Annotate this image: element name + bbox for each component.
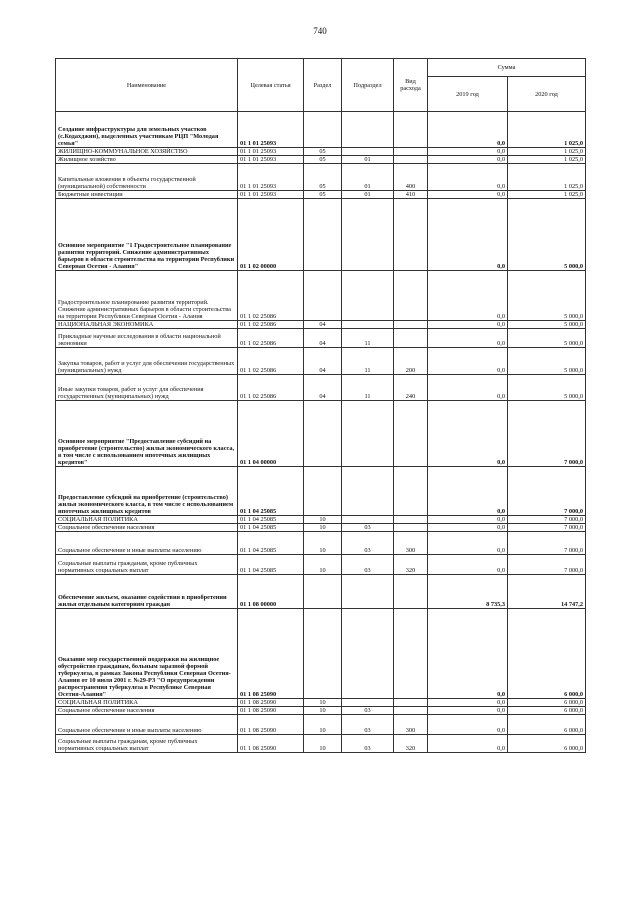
row-name: Иные закупки товаров, работ и услуг для обеспечения государственных (муниципальных) нужд: [56, 375, 238, 401]
row-section: 04: [304, 375, 342, 401]
row-target: 01 1 08 25090: [238, 715, 304, 735]
table-row: [56, 699, 586, 707]
row-amount-2019: 0,0: [428, 191, 508, 199]
row-expense-type: [394, 467, 428, 516]
table-row: [56, 156, 586, 164]
row-amount-2019: 0,0: [428, 199, 508, 271]
row-amount-2019: 0,0: [428, 467, 508, 516]
row-amount-2020: 1 025,0: [508, 112, 586, 148]
row-amount-2020: 1 025,0: [508, 148, 586, 156]
table-row: [56, 467, 586, 516]
row-name: Градостроительное планирование развития территорий. Снижение административных барьеров в области строительства на территории Республики Северная Осетия - Алания: [56, 271, 238, 321]
row-section: [304, 467, 342, 516]
row-amount-2019: 8 735,3: [428, 575, 508, 609]
header-2020: 2020 год: [508, 77, 586, 112]
row-target: 01 1 02 25086: [238, 375, 304, 401]
row-name: Социальное обеспечение населения: [56, 524, 238, 532]
row-expense-type: [394, 401, 428, 467]
row-amount-2020: 7 000,0: [508, 524, 586, 532]
row-section: 05: [304, 164, 342, 191]
row-name: НАЦИОНАЛЬНАЯ ЭКОНОМИКА: [56, 321, 238, 329]
header-target: Целевая статья: [238, 59, 304, 112]
row-amount-2020: 7 000,0: [508, 401, 586, 467]
row-subsection: 03: [342, 735, 394, 753]
table-row: [56, 555, 586, 575]
row-subsection: [342, 321, 394, 329]
row-amount-2019: 0,0: [428, 375, 508, 401]
row-subsection: [342, 575, 394, 609]
row-amount-2020: 6 000,0: [508, 715, 586, 735]
row-target: 01 1 08 25090: [238, 699, 304, 707]
row-amount-2019: 0,0: [428, 401, 508, 467]
row-amount-2020: 5 000,0: [508, 348, 586, 375]
row-section: 05: [304, 148, 342, 156]
row-section: 10: [304, 532, 342, 555]
row-section: 05: [304, 191, 342, 199]
row-amount-2019: 0,0: [428, 532, 508, 555]
row-section: 10: [304, 715, 342, 735]
row-name: Создание инфраструктуры для земельных участков (с.Кодахджин), выделенных участникам РЦП "Молодая семья": [56, 112, 238, 148]
row-amount-2020: 1 025,0: [508, 156, 586, 164]
row-name: ЖИЛИЩНО-КОММУНАЛЬНОЕ ХОЗЯЙСТВО: [56, 148, 238, 156]
table-row: [56, 401, 586, 467]
row-amount-2020: 5 000,0: [508, 199, 586, 271]
table-row: [56, 575, 586, 609]
row-expense-type: 400: [394, 164, 428, 191]
row-subsection: [342, 609, 394, 699]
row-name: Прикладные научные исследования в области национальной экономики: [56, 329, 238, 348]
row-section: 05: [304, 156, 342, 164]
row-subsection: 03: [342, 532, 394, 555]
row-amount-2019: 0,0: [428, 156, 508, 164]
table-row: [56, 348, 586, 375]
row-section: 10: [304, 555, 342, 575]
row-expense-type: 240: [394, 375, 428, 401]
row-name: Предоставление субсидий на приобретение (строительство) жилья экономического класса, в том числе с использованием ипотечных жилищных кредитов: [56, 467, 238, 516]
row-target: 01 1 01 25093: [238, 156, 304, 164]
row-amount-2020: 7 000,0: [508, 516, 586, 524]
row-amount-2019: 0,0: [428, 699, 508, 707]
row-name: Закупка товаров, работ и услуг для обеспечения государственных (муниципальных) нужд: [56, 348, 238, 375]
row-target: 01 1 02 25086: [238, 321, 304, 329]
row-amount-2020: 7 000,0: [508, 532, 586, 555]
budget-table: [55, 58, 586, 753]
row-subsection: 01: [342, 191, 394, 199]
header-name: Наименование: [56, 59, 238, 112]
row-expense-type: [394, 199, 428, 271]
row-amount-2020: 6 000,0: [508, 699, 586, 707]
row-subsection: [342, 467, 394, 516]
header-sum: Сумма: [428, 59, 586, 77]
row-amount-2020: 5 000,0: [508, 329, 586, 348]
row-target: 01 1 01 25093: [238, 148, 304, 156]
table-row: [56, 112, 586, 148]
table-row: [56, 516, 586, 524]
row-subsection: 11: [342, 348, 394, 375]
row-section: 10: [304, 699, 342, 707]
row-expense-type: [394, 156, 428, 164]
row-amount-2020: 1 025,0: [508, 164, 586, 191]
row-target: 01 1 02 00000: [238, 199, 304, 271]
row-expense-type: 320: [394, 735, 428, 753]
row-subsection: 03: [342, 707, 394, 715]
row-target: 01 1 02 25086: [238, 348, 304, 375]
row-name: Социальные выплаты гражданам, кроме публичных нормативных социальных выплат: [56, 555, 238, 575]
row-target: 01 1 01 25093: [238, 112, 304, 148]
row-target: 01 1 04 25085: [238, 516, 304, 524]
row-target: 01 1 08 25090: [238, 609, 304, 699]
row-target: 01 1 04 25085: [238, 555, 304, 575]
row-amount-2019: 0,0: [428, 707, 508, 715]
table-row: [56, 707, 586, 715]
row-expense-type: 300: [394, 715, 428, 735]
page-number: 740: [313, 26, 327, 36]
row-name: Основное мероприятие "Предоставление субсидий на приобретение (строительство) жилья экономического класса, в том числе с использованием ипотечных жилищных кредитов": [56, 401, 238, 467]
row-subsection: [342, 148, 394, 156]
row-amount-2020: 5 000,0: [508, 271, 586, 321]
row-subsection: 11: [342, 375, 394, 401]
row-amount-2019: 0,0: [428, 112, 508, 148]
row-amount-2019: 0,0: [428, 609, 508, 699]
row-expense-type: [394, 329, 428, 348]
row-section: 10: [304, 524, 342, 532]
row-target: 01 1 08 25090: [238, 707, 304, 715]
row-target: 01 1 04 25085: [238, 467, 304, 516]
row-target: 01 1 08 25090: [238, 735, 304, 753]
row-subsection: 03: [342, 524, 394, 532]
row-expense-type: [394, 516, 428, 524]
header-expense-type: Вид расхода: [394, 59, 428, 112]
row-amount-2019: 0,0: [428, 329, 508, 348]
table-row: [56, 148, 586, 156]
row-amount-2019: 0,0: [428, 735, 508, 753]
row-target: 01 1 04 25085: [238, 532, 304, 555]
header-section: Раздел: [304, 59, 342, 112]
table-row: [56, 524, 586, 532]
table-row: [56, 375, 586, 401]
row-target: 01 1 08 00000: [238, 575, 304, 609]
row-expense-type: [394, 524, 428, 532]
row-name: СОЦИАЛЬНАЯ ПОЛИТИКА: [56, 516, 238, 524]
row-name: Бюджетные инвестиции: [56, 191, 238, 199]
row-amount-2019: 0,0: [428, 271, 508, 321]
row-name: Основное мероприятие "1 Градостроительное планирование развития территорий. Снижение административных барьеров в области строительства на территории Республики Северная Осетия - Алания": [56, 199, 238, 271]
row-name: СОЦИАЛЬНАЯ ПОЛИТИКА: [56, 699, 238, 707]
row-amount-2020: 14 747,2: [508, 575, 586, 609]
table-row: [56, 609, 586, 699]
row-target: 01 1 01 25093: [238, 191, 304, 199]
row-section: 04: [304, 348, 342, 375]
row-subsection: [342, 112, 394, 148]
table-row: [56, 271, 586, 321]
row-amount-2020: 6 000,0: [508, 609, 586, 699]
row-expense-type: 320: [394, 555, 428, 575]
row-amount-2019: 0,0: [428, 524, 508, 532]
row-amount-2019: 0,0: [428, 348, 508, 375]
row-subsection: 11: [342, 329, 394, 348]
row-target: 01 1 04 25085: [238, 524, 304, 532]
row-amount-2019: 0,0: [428, 715, 508, 735]
row-section: [304, 271, 342, 321]
row-section: [304, 575, 342, 609]
row-expense-type: 300: [394, 532, 428, 555]
row-section: 04: [304, 329, 342, 348]
row-subsection: 01: [342, 156, 394, 164]
row-name: Оказание мер государственной поддержки на жилищное обустройство гражданам, больным заразной формой туберкулеза, в рамках Закона Республики Северная Осетия-Алания от 10 июля 2001 г. №29-РЗ "О предупреждении распространения туберкулеза в Республике Северная Осетия-Алания": [56, 609, 238, 699]
row-subsection: 01: [342, 164, 394, 191]
row-subsection: [342, 516, 394, 524]
row-section: 04: [304, 321, 342, 329]
row-amount-2019: 0,0: [428, 555, 508, 575]
row-section: [304, 199, 342, 271]
row-amount-2019: 0,0: [428, 148, 508, 156]
row-amount-2020: 7 000,0: [508, 555, 586, 575]
table-body: [56, 112, 586, 753]
row-section: 10: [304, 735, 342, 753]
row-section: [304, 112, 342, 148]
row-expense-type: 410: [394, 191, 428, 199]
row-target: 01 1 02 25086: [238, 271, 304, 321]
row-amount-2020: 1 025,0: [508, 191, 586, 199]
row-subsection: [342, 199, 394, 271]
row-amount-2019: 0,0: [428, 321, 508, 329]
row-amount-2020: 7 000,0: [508, 467, 586, 516]
table-row: [56, 715, 586, 735]
row-name: Социальное обеспечение и иные выплаты населению: [56, 715, 238, 735]
row-name: Жилищное хозяйство: [56, 156, 238, 164]
table-row: [56, 735, 586, 753]
row-expense-type: [394, 271, 428, 321]
row-expense-type: [394, 321, 428, 329]
row-expense-type: [394, 148, 428, 156]
row-subsection: [342, 401, 394, 467]
row-expense-type: [394, 699, 428, 707]
row-subsection: 03: [342, 715, 394, 735]
row-section: 10: [304, 707, 342, 715]
row-expense-type: [394, 112, 428, 148]
row-target: 01 1 01 25093: [238, 164, 304, 191]
row-name: Капитальные вложения в объекты государственной (муниципальной) собственности: [56, 164, 238, 191]
row-expense-type: 200: [394, 348, 428, 375]
row-section: [304, 401, 342, 467]
table-row: [56, 164, 586, 191]
header-subsection: Подраздел: [342, 59, 394, 112]
table-row: [56, 191, 586, 199]
table-row: [56, 329, 586, 348]
row-section: 10: [304, 516, 342, 524]
row-subsection: 03: [342, 555, 394, 575]
row-target: 01 1 02 25086: [238, 329, 304, 348]
row-expense-type: [394, 575, 428, 609]
row-expense-type: [394, 707, 428, 715]
row-expense-type: [394, 609, 428, 699]
row-name: Социальное обеспечение населения: [56, 707, 238, 715]
row-amount-2020: 6 000,0: [508, 735, 586, 753]
row-subsection: [342, 699, 394, 707]
header-2019: 2019 год: [428, 77, 508, 112]
row-amount-2020: 5 000,0: [508, 321, 586, 329]
table-row: [56, 199, 586, 271]
row-name: Обеспечение жильем, оказание содействия в приобретении жилья отдельным категориям граждан: [56, 575, 238, 609]
row-amount-2020: 6 000,0: [508, 707, 586, 715]
row-amount-2019: 0,0: [428, 164, 508, 191]
row-amount-2019: 0,0: [428, 516, 508, 524]
row-name: Социальные выплаты гражданам, кроме публичных нормативных социальных выплат: [56, 735, 238, 753]
row-section: [304, 609, 342, 699]
row-amount-2020: 5 000,0: [508, 375, 586, 401]
table-row: [56, 321, 586, 329]
table-row: [56, 532, 586, 555]
row-name: Социальное обеспечение и иные выплаты населению: [56, 532, 238, 555]
row-target: 01 1 04 00000: [238, 401, 304, 467]
row-subsection: [342, 271, 394, 321]
